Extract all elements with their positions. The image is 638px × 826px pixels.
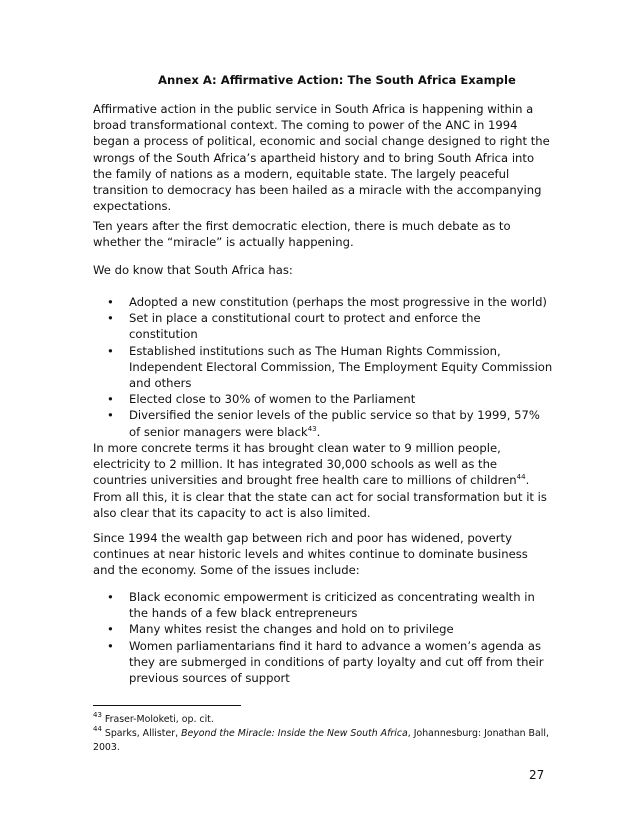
paragraph-concrete (93, 440, 553, 521)
paragraph-miracle: Ten years after the first democratic election, there is much debate as to whether the “miracle” is actually happening. (93, 219, 511, 250)
list-item-text: Diversified the senior levels of the public service so that by 1999, 57% of senior managers were black (129, 408, 540, 439)
list-item: • Women parliamentarians find it hard to advance a women’s agenda as they are submerged in conditions of party loyalty and cut off from their previous sources of support (93, 638, 553, 687)
footnote-ref-44: 44 (516, 473, 526, 482)
list-item: • Established institutions such as The Human Rights Commission, Independent Electoral Commission, The Employment Equity Commission and others (93, 343, 553, 392)
footnote-book-title: Beyond the Miracle: Inside the New South Africa (181, 728, 408, 739)
footnote-ref-43: 43 (307, 424, 317, 433)
list-item: • Set in place a constitutional court to protect and enforce the constitution (93, 310, 553, 342)
page-number: 27 (529, 768, 545, 782)
list-item: • Black economic empowerment is criticized as concentrating wealth in the hands of a few black entrepreneurs (93, 589, 553, 621)
achievements-list (93, 294, 553, 440)
paragraph-text: In more concrete terms it has brought clean water to 9 million people, electricity to 2 million. It has integrated 30,000 schools as well as the countries universities and brought free health care to millions of children (93, 441, 517, 488)
footnote-number: 43 (93, 711, 102, 719)
list-item: • Adopted a new constitution (perhaps the most progressive in the world) (93, 294, 553, 310)
footnote-divider (93, 705, 241, 706)
footnote-number: 44 (93, 725, 102, 733)
list-item: • Diversified the senior levels of the public service so that by 1999, 57% of senior managers were black$^{43}$. (93, 407, 553, 439)
footnote-43 (93, 713, 553, 727)
footnote-44 (93, 727, 553, 754)
footnote-text: Fraser-Moloketi, op. cit. (104, 714, 214, 725)
page-title: Annex A: Affirmative Action: The South Africa Example (158, 73, 516, 87)
paragraph-we-know: We do know that South Africa has: (93, 263, 293, 277)
paragraph-intro: Affirmative action in the public service in South Africa is happening within a broad transformational context. The coming to power of the ANC in 1994 began a process of political, economic and social change designed to right the wrongs of the South Africa’s apartheid history and to bring South Africa into the family of nations as a modern, equitable state. The largely peaceful transition to democracy has been hailed as a miracle with the accompanying expectations. (93, 102, 550, 214)
paragraph-wealth-gap: Since 1994 the wealth gap between rich and poor has widened, poverty continues at near historic levels and whites continue to dominate business and the economy. Some of the issues include: (93, 531, 528, 578)
footnote-text: , Johannesburg: Jonathan Ball, 2003. (93, 728, 549, 753)
paragraph-text: . From all this, it is clear that the state can act for social transformation but it is also clear that its capacity to act is also limited. (93, 473, 547, 520)
list-item: • Elected close to 30% of women to the Parliament (93, 391, 553, 407)
issues-list (93, 589, 553, 686)
footnote-text: Sparks, Allister, (104, 728, 182, 739)
list-item: • Many whites resist the changes and hold on to privilege (93, 621, 553, 637)
